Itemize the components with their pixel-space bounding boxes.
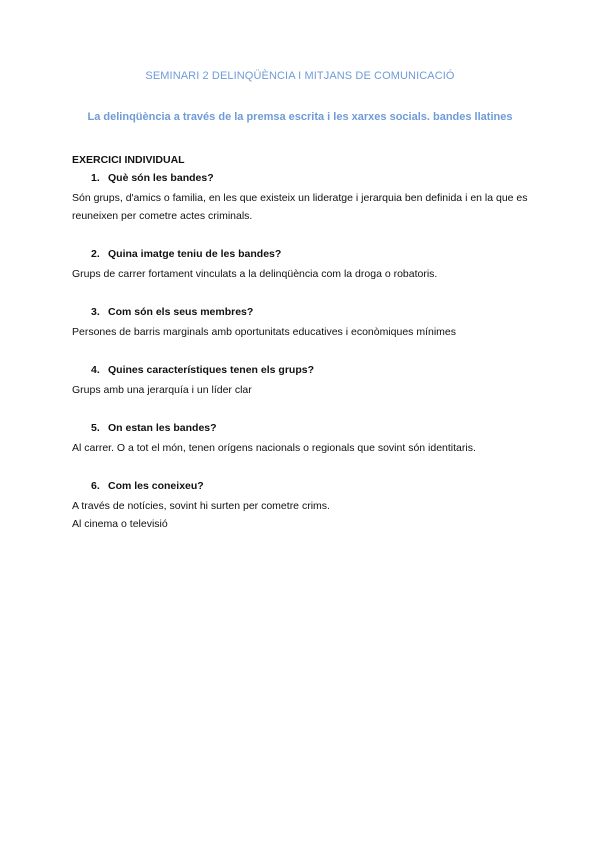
question-title	[91, 303, 532, 321]
document-body	[72, 151, 532, 533]
question-text: Què són les bandes?	[108, 172, 214, 184]
question-title	[91, 419, 532, 437]
answer-line: Són grups, d'amics o familia, en les que existeix un lideratge i jerarquia ben definida i en la que es reuneixen per cometre actes criminals.	[72, 192, 528, 222]
question-block-4	[72, 361, 532, 399]
answer-text	[72, 439, 532, 457]
question-title	[91, 245, 532, 263]
question-number: 3.	[91, 306, 100, 318]
question-block-2	[72, 245, 532, 283]
answer-line: Grups de carrer fortament vinculats a la delinqüència com la droga o robatoris.	[72, 268, 438, 280]
question-text: Com les coneixeu?	[108, 480, 204, 492]
question-block-3	[72, 303, 532, 341]
answer-line: A través de notícies, sovint hi surten per cometre crims.	[72, 500, 330, 512]
question-number: 5.	[91, 422, 100, 434]
answer-line: Al carrer. O a tot el món, tenen orígens nacionals o regionals que sovint són identitaris.	[72, 442, 476, 454]
section-heading: EXERCICI INDIVIDUAL	[72, 154, 185, 166]
document-title: SEMINARI 2 DELINQÜÈNCIA I MITJANS DE COMUNICACIÓ	[145, 70, 455, 82]
question-block-5	[72, 419, 532, 457]
question-text: On estan les bandes?	[108, 422, 217, 434]
question-title	[91, 361, 532, 379]
question-title	[91, 169, 532, 187]
document-subtitle: La delinqüència a través de la premsa escrita i les xarxes socials. bandes llatines	[87, 111, 513, 123]
question-number: 2.	[91, 248, 100, 260]
answer-line: Grups amb una jerarquía i un líder clar	[72, 384, 252, 396]
question-text: Quina imatge teniu de les bandes?	[108, 248, 282, 260]
answer-line: Al cinema o televisió	[72, 518, 168, 530]
question-block-1	[72, 169, 532, 225]
question-number: 1.	[91, 172, 100, 184]
answer-text	[72, 497, 532, 533]
answer-text	[72, 381, 532, 399]
question-title	[91, 477, 532, 495]
answer-line: Persones de barris marginals amb oportunitats educatives i econòmiques mínimes	[72, 326, 457, 338]
question-block-6	[72, 477, 532, 533]
answer-text	[72, 189, 532, 225]
question-number: 6.	[91, 480, 100, 492]
question-text: Quines característiques tenen els grups?	[108, 364, 314, 376]
question-text: Com són els seus membres?	[108, 306, 254, 318]
answer-text	[72, 323, 532, 341]
question-number: 4.	[91, 364, 100, 376]
answer-text	[72, 265, 532, 283]
